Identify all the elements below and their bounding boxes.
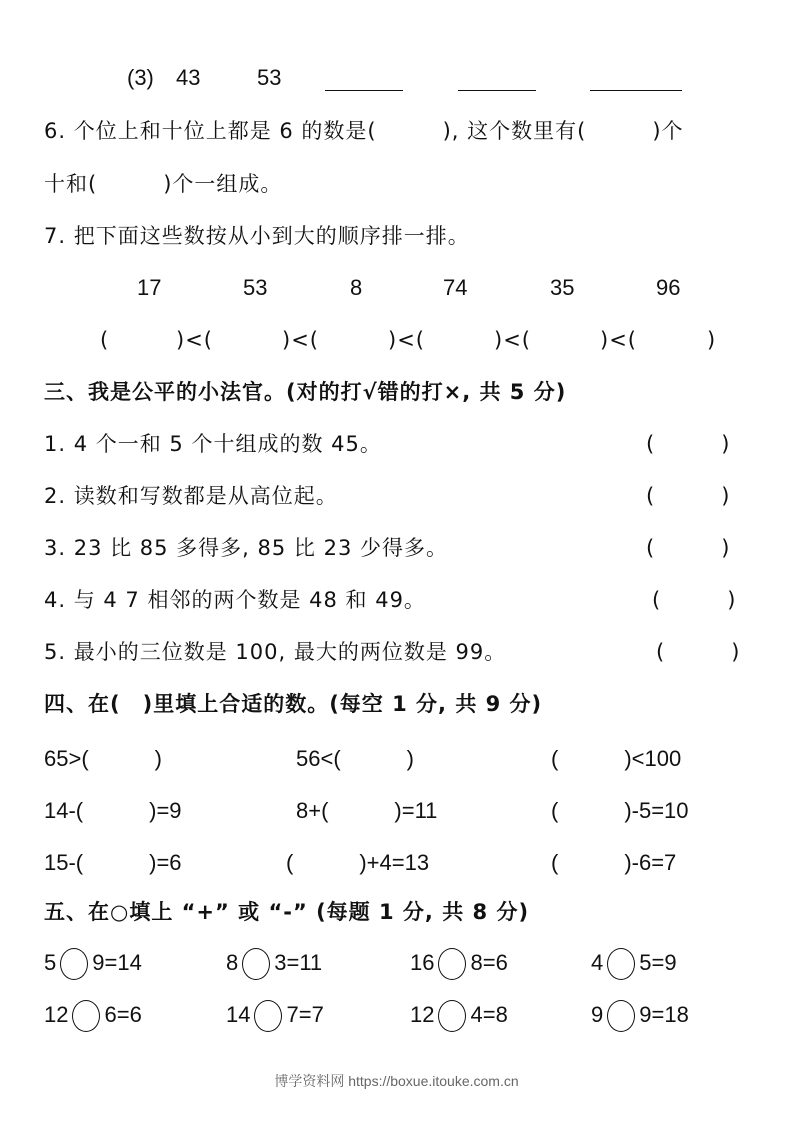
- op-right: 9=18: [639, 1001, 689, 1027]
- q7-answer-paren[interactable]: )<(: [388, 328, 425, 352]
- op-left: 14: [226, 1001, 251, 1027]
- q7-answer-paren[interactable]: (: [100, 328, 110, 352]
- op-right: 4=8: [470, 1001, 508, 1027]
- answer-blank-1[interactable]: [325, 90, 403, 91]
- op-left: 16: [410, 949, 435, 975]
- q6-line1: 6. 个位上和十位上都是 6 的数是( ), 这个数里有( )个: [44, 119, 684, 143]
- fill-item[interactable]: ( )+4=13: [286, 850, 430, 875]
- op-left: 12: [44, 1001, 69, 1027]
- op-item: [410, 1000, 508, 1032]
- judge-item: 1. 4 个一和 5 个十组成的数 45。: [44, 432, 382, 456]
- q7-number: 96: [656, 275, 681, 300]
- op-right: 5=9: [639, 949, 677, 975]
- q5-3-b: 53: [257, 65, 282, 90]
- fill-item[interactable]: ( )<100: [551, 746, 682, 771]
- q7-number: 17: [137, 275, 162, 300]
- fill-item[interactable]: 8+( )=11: [296, 798, 438, 823]
- op-item: [226, 948, 322, 980]
- fill-item[interactable]: ( )-5=10: [551, 798, 689, 823]
- fill-item[interactable]: ( )-6=7: [551, 850, 677, 875]
- q6-line2: 十和( )个一组成。: [44, 172, 283, 196]
- q7-answer-paren[interactable]: )<(: [600, 328, 637, 352]
- fill-item[interactable]: 56<( ): [296, 746, 414, 771]
- op-item: [44, 1000, 142, 1032]
- operator-circle-icon[interactable]: [607, 948, 635, 980]
- q7-number: 53: [243, 275, 268, 300]
- op-item: [226, 1000, 324, 1032]
- op-left: 9: [591, 1001, 604, 1027]
- q7-answer-paren[interactable]: ): [707, 328, 717, 352]
- op-item: [410, 948, 508, 980]
- judge-answer[interactable]: ( ): [656, 640, 741, 664]
- op-right: 6=6: [104, 1001, 142, 1027]
- op-right: 7=7: [286, 1001, 324, 1027]
- q7-number: 8: [350, 275, 363, 300]
- q7-answer-paren[interactable]: )<(: [176, 328, 213, 352]
- judge-answer[interactable]: ( ): [646, 432, 731, 456]
- judge-item: 5. 最小的三位数是 100, 最大的两位数是 99。: [44, 640, 507, 664]
- q7-number: 35: [550, 275, 575, 300]
- op-left: 8: [226, 949, 239, 975]
- q7-prompt: 7. 把下面这些数按从小到大的顺序排一排。: [44, 224, 470, 248]
- operator-circle-icon[interactable]: [438, 948, 466, 980]
- section5-title: 五、在○填上 “+” 或 “-” (每题 1 分, 共 8 分): [44, 900, 530, 924]
- judge-answer[interactable]: ( ): [652, 588, 737, 612]
- judge-item: 4. 与 4 7 相邻的两个数是 48 和 49。: [44, 588, 426, 612]
- operator-circle-icon[interactable]: [438, 1000, 466, 1032]
- q5-3-a: 43: [176, 65, 201, 90]
- fill-item[interactable]: 15-( )=6: [44, 850, 182, 875]
- answer-blank-2[interactable]: [458, 90, 536, 91]
- op-item: [44, 948, 142, 980]
- footer-watermark: 博学资料网 https://boxue.itouke.com.cn: [274, 1073, 519, 1089]
- section3-title: 三、我是公平的小法官。(对的打√错的打×, 共 5 分): [44, 380, 567, 404]
- q7-answer-paren[interactable]: )<(: [494, 328, 531, 352]
- op-left: 5: [44, 949, 57, 975]
- op-right: 9=14: [92, 949, 142, 975]
- q7-answer-paren[interactable]: )<(: [282, 328, 319, 352]
- operator-circle-icon[interactable]: [607, 1000, 635, 1032]
- judge-item: 3. 23 比 85 多得多, 85 比 23 少得多。: [44, 536, 448, 560]
- op-left: 4: [591, 949, 604, 975]
- judge-answer[interactable]: ( ): [646, 484, 731, 508]
- q7-number: 74: [443, 275, 468, 300]
- judge-item: 2. 读数和写数都是从高位起。: [44, 484, 338, 508]
- operator-circle-icon[interactable]: [254, 1000, 282, 1032]
- op-right: 8=6: [470, 949, 508, 975]
- op-item: [591, 948, 677, 980]
- judge-answer[interactable]: ( ): [646, 536, 731, 560]
- op-item: [591, 1000, 689, 1032]
- op-right: 3=11: [274, 949, 323, 975]
- op-left: 12: [410, 1001, 435, 1027]
- answer-blank-3[interactable]: [590, 90, 682, 91]
- operator-circle-icon[interactable]: [242, 948, 270, 980]
- section4-title: 四、在( )里填上合适的数。(每空 1 分, 共 9 分): [44, 692, 543, 716]
- fill-item[interactable]: 65>( ): [44, 746, 162, 771]
- operator-circle-icon[interactable]: [60, 948, 88, 980]
- operator-circle-icon[interactable]: [72, 1000, 100, 1032]
- fill-item[interactable]: 14-( )=9: [44, 798, 182, 823]
- q5-3-label: (3): [127, 65, 154, 90]
